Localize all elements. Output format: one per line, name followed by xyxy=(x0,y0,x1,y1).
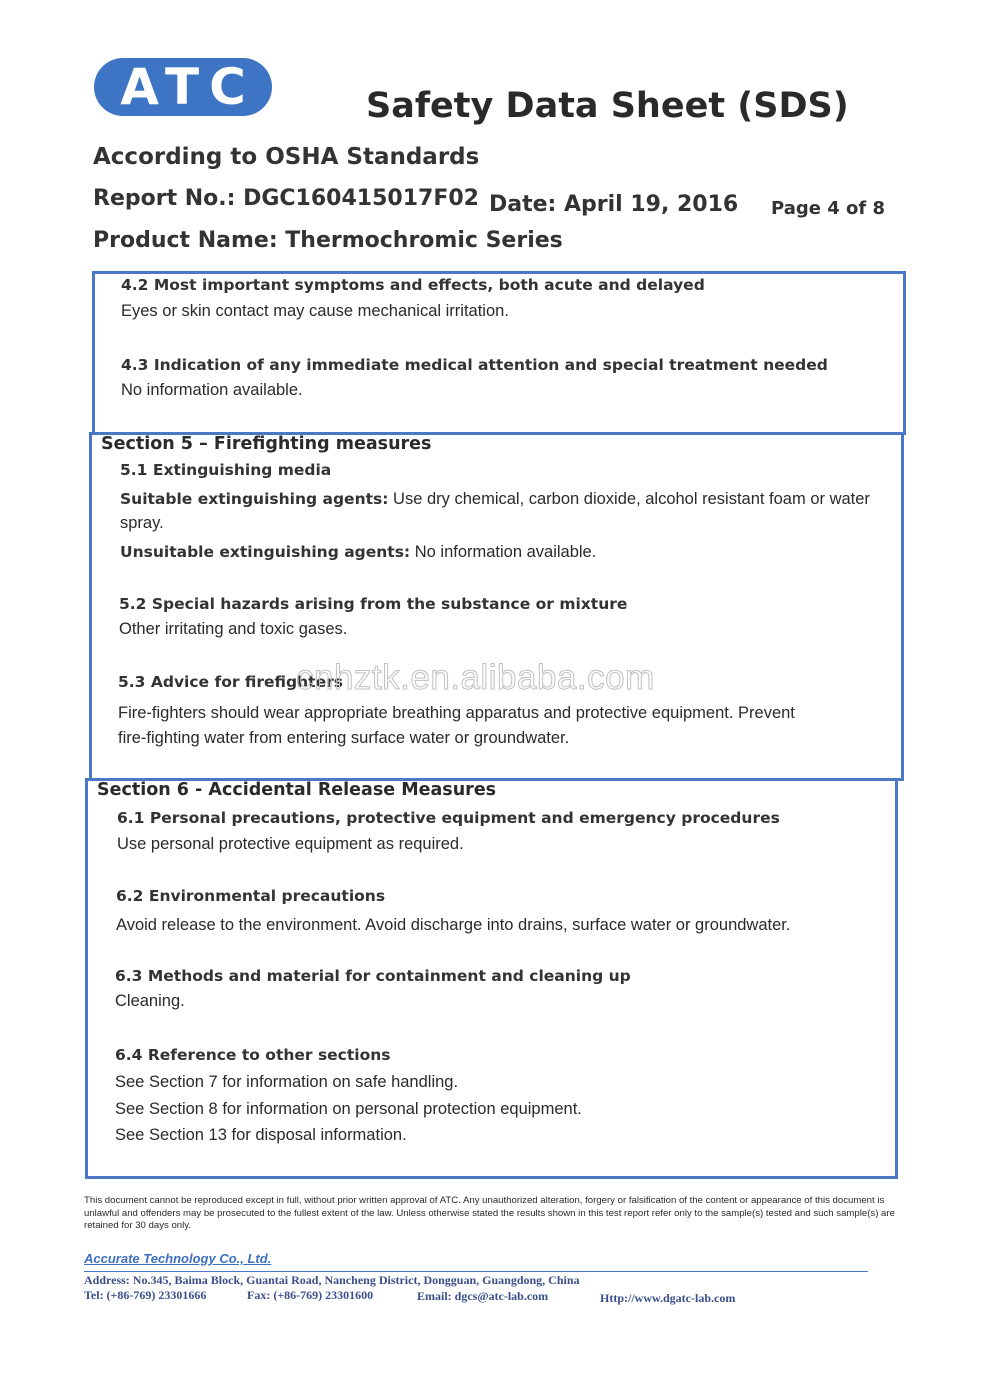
subsection-5-3-line-2: fire-fighting water from entering surface water or groundwater. xyxy=(118,729,570,747)
subsection-6-4-line-3: See Section 13 for disposal information. xyxy=(115,1126,407,1144)
subsection-6-3-heading: 6.3 Methods and material for containment and cleaning up xyxy=(115,967,631,985)
subsection-6-1-text: Use personal protective equipment as required. xyxy=(117,835,464,853)
watermark-text: cnhztk.en.alibaba.com xyxy=(296,658,655,697)
section-5-title: Section 5 – Firefighting measures xyxy=(101,434,432,454)
company-fax: Fax: (+86-769) 23301600 xyxy=(247,1288,374,1302)
subsection-4-2-heading: 4.2 Most important symptoms and effects, both acute and delayed xyxy=(121,276,705,294)
section-4-box xyxy=(92,271,906,435)
subsection-5-1-heading: 5.1 Extinguishing media xyxy=(120,461,332,479)
subsection-6-2-heading: 6.2 Environmental precautions xyxy=(116,887,386,905)
company-address: Address: No.345, Baima Block, Guantai Road, Nancheng District, Dongguan, Guangdong, China xyxy=(84,1273,580,1287)
subsection-6-2-text: Avoid release to the environment. Avoid discharge into drains, surface water or groundwater. xyxy=(116,916,791,934)
report-date: Date: April 19, 2016 xyxy=(489,192,739,217)
subsection-5-2-heading: 5.2 Special hazards arising from the substance or mixture xyxy=(119,595,628,613)
subsection-6-4-line-1: See Section 7 for information on safe handling. xyxy=(115,1073,459,1091)
company-email[interactable]: Email: dgcs@atc-lab.com xyxy=(417,1289,549,1303)
subsection-4-2-text: Eyes or skin contact may cause mechanical irritation. xyxy=(121,302,509,320)
suitable-agents-label: Suitable extinguishing agents: xyxy=(120,490,389,508)
subsection-6-4-line-2: See Section 8 for information on personal protection equipment. xyxy=(115,1100,582,1118)
subsection-6-4-heading: 6.4 Reference to other sections xyxy=(115,1046,391,1064)
document-title: Safety Data Sheet (SDS) xyxy=(366,86,849,126)
subsection-4-3-text: No information available. xyxy=(121,381,303,399)
subsection-5-3-line-1: Fire-fighters should wear appropriate breathing apparatus and protective equipment. Prevent xyxy=(118,704,795,722)
subsection-6-3-text: Cleaning. xyxy=(115,992,185,1010)
subsection-5-3-heading: 5.3 Advice for firefighters xyxy=(118,673,343,691)
subsection-4-3-heading: 4.3 Indication of any immediate medical attention and special treatment needed xyxy=(121,356,828,374)
suitable-agents-line xyxy=(120,490,870,509)
unsuitable-agents-label: Unsuitable extinguishing agents: xyxy=(120,543,411,561)
logo-text: ATC xyxy=(120,58,256,116)
standard-line: According to OSHA Standards xyxy=(93,144,480,170)
product-name: Product Name: Thermochromic Series xyxy=(93,228,563,253)
company-name: Accurate Technology Co., Ltd. xyxy=(84,1251,272,1266)
company-tel: Tel: (+86-769) 23301666 xyxy=(84,1288,207,1302)
atc-logo xyxy=(94,58,272,116)
unsuitable-agents-text: No information available. xyxy=(410,543,597,561)
report-number: Report No.: DGC160415017F02 xyxy=(93,186,479,211)
legal-disclaimer: This document cannot be reproduced except in full, without prior written approval of ATC. Any unauthorized alteration, forgery or falsification of the content or appearance of this document is unlawful and offenders may be prosecuted to the fullest extent of the law. Unless otherwise stated the results shown in this test report refer only to the sample(s) tested and such sample(s) are retained for 30 days only. xyxy=(84,1195,895,1231)
subsection-5-2-text: Other irritating and toxic gases. xyxy=(119,620,348,638)
footer-divider xyxy=(84,1271,868,1272)
subsection-6-1-heading: 6.1 Personal precautions, protective equipment and emergency procedures xyxy=(117,809,780,827)
suitable-agents-text: Use dry chemical, carbon dioxide, alcohol resistant foam or water xyxy=(388,490,870,508)
company-website[interactable]: Http://www.dgatc-lab.com xyxy=(600,1291,736,1305)
unsuitable-agents-line xyxy=(120,543,596,562)
section-6-title: Section 6 - Accidental Release Measures xyxy=(97,780,497,800)
page-number: Page 4 of 8 xyxy=(771,198,885,219)
suitable-agents-continued: spray. xyxy=(120,514,164,532)
